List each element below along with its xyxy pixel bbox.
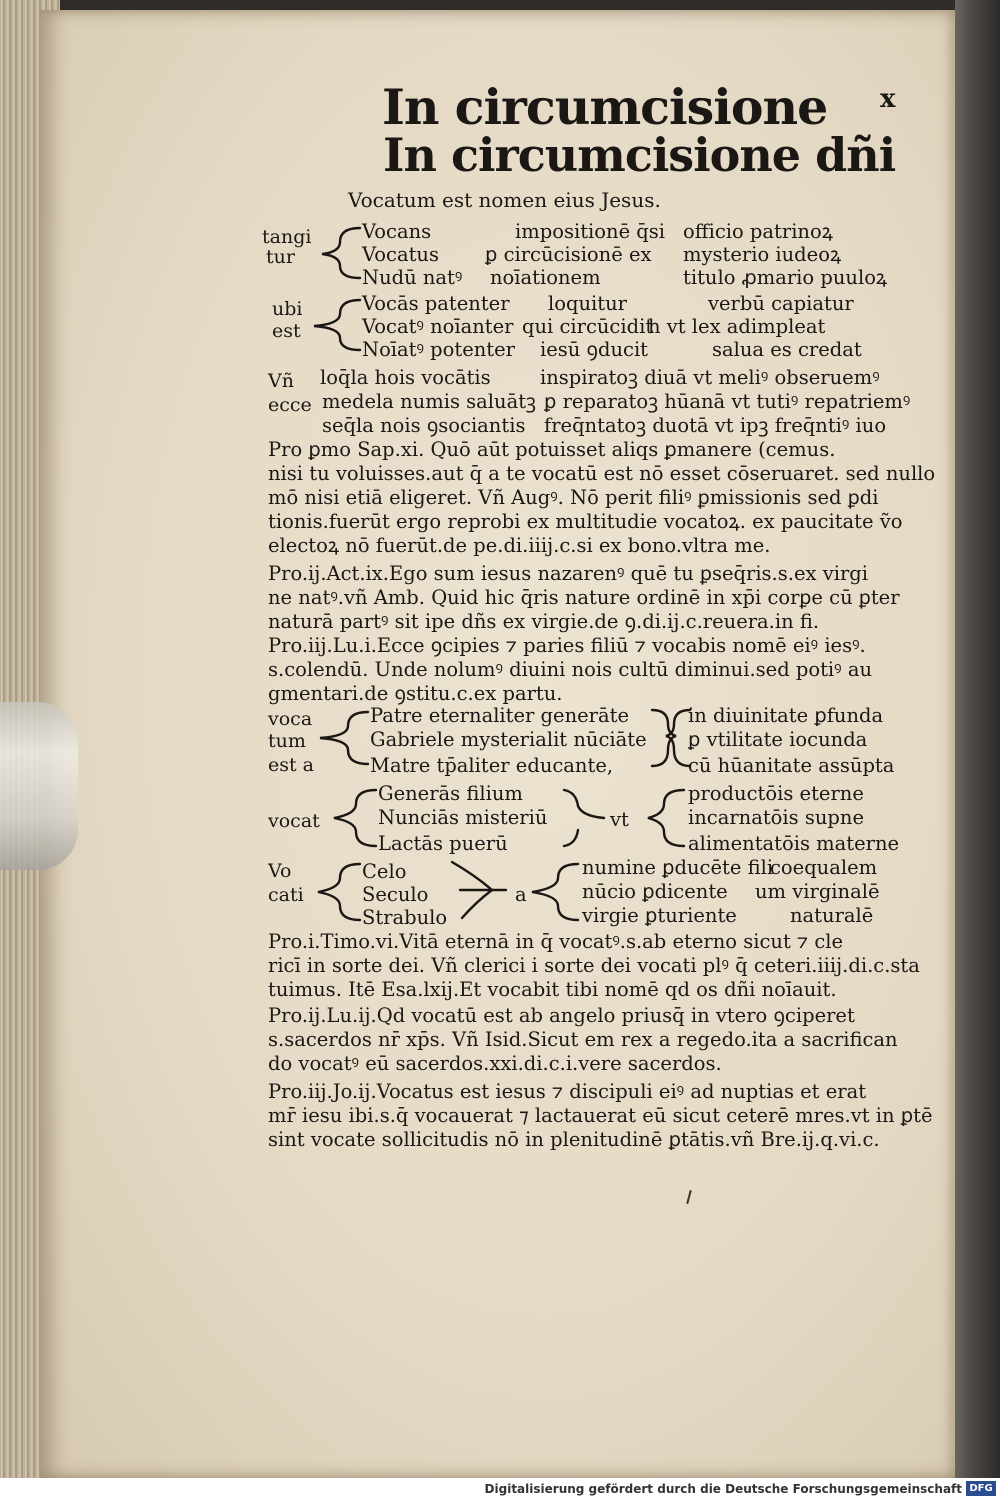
text-line: sint vocate sollicitudis nō in plenitudinē ꝑtātis.vñ Bre.ij.q.vi.c. — [268, 1128, 880, 1151]
diagram4-right: in diuinitate ꝑfunda — [688, 704, 884, 727]
diagram1-cell: Vocans — [362, 220, 432, 243]
block3-cell: seq̄la nois ꝯsociantis — [322, 414, 526, 437]
diagram5-left: Lactās puerū — [378, 832, 508, 855]
incipit-line: Vocatum est nomen eius Jesus. — [348, 188, 661, 212]
diagram4-right: ꝑ vtilitate iocunda — [688, 728, 868, 751]
side-label-voca: voca — [268, 708, 313, 730]
text-line: s.colendū. Unde nolumꝰ diuini nois cultū diminui.sed potiꝰ au — [268, 658, 873, 681]
block3-cell: loq̄la hois vocātis — [320, 366, 491, 389]
text-line: do vocatꝰ eū sacerdos.xxi.di.c.i.vere sacerdos. — [268, 1052, 722, 1075]
side-label-tur: tur — [266, 246, 295, 268]
diagram5-mid: vt — [610, 808, 629, 831]
block3-cell: medela numis saluātꝫ — [322, 390, 537, 413]
text-line: gmentari.de ꝯstitu.c.ex partu. — [268, 682, 563, 705]
text-line: tuimus. Itē Esa.lxij.Et vocabit tibi nomē qd os dñi noīauit. — [268, 978, 837, 1001]
text-line: mr̄ iesu ibi.s.q̄ vocauerat ⁊ lactauerat eū sicut ceterē mres.vt in ꝑtē — [268, 1104, 933, 1127]
footer-bar — [0, 1478, 1000, 1500]
text-line: mō nisi etiā eligeret. Vñ Augꝰ. Nō perit filiꝰ ꝑmissionis sed ꝑdi — [268, 486, 879, 509]
text-line: Pro.ij.Act.ix.Ego sum iesus nazarenꝰ quē tu ꝑseq̄ris.s.ex virgi — [268, 562, 868, 585]
diagram1-cell: ꝑ circūcisionē ex — [485, 243, 652, 266]
book-right-edge — [955, 0, 1000, 1478]
diagram2-cell: loquitur — [548, 292, 627, 315]
heading-line-1: In circumcisione — [382, 78, 828, 136]
diagram1-cell: officio patrinoꝝ — [683, 220, 833, 243]
page-clip — [0, 702, 78, 870]
diagram6-right: coequalem — [770, 856, 878, 879]
text-line: Pro.i.Timo.vi.Vitā eternā in q̄ vocatꝰ.s.ab eterno sicut ⁊ cle — [268, 930, 844, 953]
diagram6-right: nūcio ꝑdicente — [582, 880, 728, 903]
diagram2-cell: Vocās patenter — [362, 292, 510, 315]
text-line: Pro ꝑmo Sap.xi. Quō aūt potuisset aliqs ꝑmanere (cemus. — [268, 438, 836, 461]
diagram2-cell: qui circūcidit — [522, 315, 654, 338]
block3-cell: inspiratoꝫ diuā vt meliꝰ obseruemꝰ — [540, 366, 880, 389]
side-label-ubi: ubi — [272, 298, 303, 320]
footer-credit: Digitalisierung gefördert durch die Deutsche Forschungsgemeinschaft — [484, 1482, 962, 1496]
diagram6-right: virgie ꝑturiente — [582, 904, 737, 927]
diagram6-left: Strabulo — [362, 906, 448, 929]
diagram6-right: naturalē — [790, 904, 874, 927]
side-label-tum: tum — [268, 730, 306, 752]
side-label-vo: Vo — [268, 860, 292, 882]
text-line: Pro.ij.Lu.ij.Qd vocatū est ab angelo priusq̄ in vtero ꝯciperet — [268, 1004, 855, 1027]
diagram1-cell: mysterio iudeoꝝ — [683, 243, 842, 266]
diagram5-right: incarnatōis supne — [688, 806, 865, 829]
heading-line-2: In circumcisione dñi — [383, 128, 896, 182]
side-label-vocat: vocat — [268, 810, 320, 832]
diagram1-cell: Nudū natꝰ — [362, 266, 463, 289]
diagram6-right: um virginalē — [755, 880, 880, 903]
diagram2-cell: Noīatꝰ potenter — [362, 338, 516, 361]
dfg-logo: DFG — [966, 1481, 996, 1496]
text-line: ricī in sorte dei. Vñ clerici i sorte dei vocati plꝰ q̄ ceteri.iiij.di.c.sta — [268, 954, 920, 977]
diagram4-left: Gabriele mysterialit nūciāte — [370, 728, 647, 751]
text-line: electoꝝ nō fuerūt.de pe.di.iiij.c.si ex bono.vltra me. — [268, 534, 771, 557]
diagram1-cell: Vocatus — [362, 243, 439, 266]
diagram1-cell: noīationem — [490, 266, 601, 289]
text-line: tionis.fuerūt ergo reprobi ex multitudie vocatoꝝ. ex paucitate ṽo — [268, 510, 903, 533]
side-label-ecce: ecce — [268, 394, 312, 416]
diagram4-left: Patre eternaliter generāte — [370, 704, 630, 727]
block3-cell: ꝑ reparatoꝫ hūanā vt tutiꝰ repatriemꝰ — [544, 390, 911, 413]
side-label-est: est — [272, 320, 301, 342]
folio-mark: x — [880, 84, 896, 114]
side-label-un: Vñ — [268, 370, 294, 392]
side-label-cati: cati — [268, 884, 304, 906]
diagram2-cell: iesū ꝯducit — [540, 338, 649, 361]
diagram2-cell: Vocatꝰ noīanter — [362, 315, 514, 338]
text-line: naturā partꝰ sit ipe dñs ex virgie.de ꝯ.di.ij.c.reuera.in fi. — [268, 610, 820, 633]
diagram5-left: Generās filium — [378, 782, 523, 805]
diagram5-right: alimentatōis materne — [688, 832, 900, 855]
diagram6-mid: a — [515, 883, 527, 906]
diagram6-left: Seculo — [362, 883, 429, 906]
side-label-esta: est a — [268, 754, 314, 776]
text-line: ne natꝰ.vñ Amb. Quid hic q̄ris nature ordinē in xp̄i corꝑe cū ꝑter — [268, 586, 900, 609]
diagram5-left: Nunciās misteriū — [378, 806, 548, 829]
text-line: s.sacerdos nr̄ xp̄s. Vñ Isid.Sicut em rex a regedo.ita a sacrifican — [268, 1028, 898, 1051]
diagram1-cell: impositionē q̄si — [515, 220, 666, 243]
diagram4-left: Matre tp̄aliter educante, — [370, 754, 614, 777]
text-line: Pro.iij.Lu.i.Ecce ꝯcipies ⁊ paries filiū ⁊ vocabis nomē eiꝰ iesꝰ. — [268, 634, 866, 657]
text-line: nisi tu voluisses.aut q̄ a te vocatū est nō esset cōseruaret. sed nullo — [268, 462, 936, 485]
diagram2-cell: h vt lex adimpleat — [648, 315, 826, 338]
diagram4-right: cū hūanitate assūpta — [688, 754, 895, 777]
diagram2-cell: salua es credat — [712, 338, 862, 361]
diagram6-right: numine ꝑducēte fili — [582, 856, 774, 879]
text-line: Pro.iij.Jo.ij.Vocatus est iesus ⁊ discipuli eiꝰ ad nuptias et erat — [268, 1080, 867, 1103]
diagram2-cell: verbū capiatur — [708, 292, 854, 315]
diagram6-left: Celo — [362, 860, 407, 883]
diagram5-right: productōis eterne — [688, 782, 864, 805]
block3-cell: freq̄ntatoꝫ duotā vt ipꝫ freq̄ntiꝰ iuo — [544, 414, 887, 437]
side-label-tangi: tangi — [262, 226, 312, 248]
diagram1-cell: titulo ꝓmario puuloꝝ — [683, 266, 888, 289]
